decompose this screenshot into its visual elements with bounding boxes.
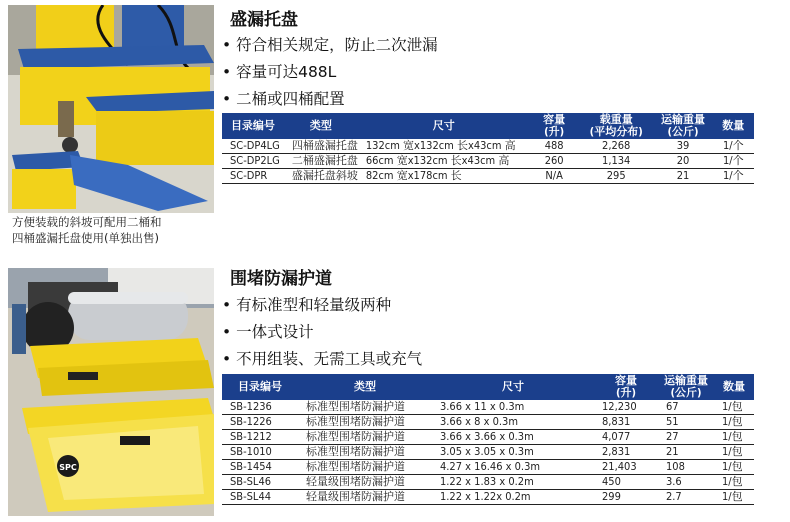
catalog-number: SB-1454 (222, 460, 298, 475)
capacity-cell: 260 (530, 154, 579, 169)
shipping-weight-cell: 108 (658, 460, 714, 475)
capacity-cell: 21,403 (594, 460, 658, 475)
spc-logo: SPC (59, 463, 77, 472)
quantity-cell: 1/包 (714, 445, 754, 460)
section-title-spill-berms: 围堵防漏护道 (230, 269, 332, 289)
type-cell: 标准型围堵防漏护道 (298, 400, 432, 415)
capacity-cell: 450 (594, 475, 658, 490)
section-title-spill-pallets: 盛漏托盘 (230, 10, 298, 30)
type-cell: 轻量级围堵防漏护道 (298, 490, 432, 505)
table-row (222, 460, 754, 475)
shipping-weight-cell: 21 (654, 169, 713, 184)
shipping-weight-cell: 2.7 (658, 490, 714, 505)
shipping-weight-cell: 3.6 (658, 475, 714, 490)
column-header: 类型 (284, 113, 358, 139)
feature-item: • 容量可达488L (222, 63, 337, 81)
size-cell: 82cm 宽x178cm 长 (358, 169, 530, 184)
column-header: 类型 (298, 374, 432, 400)
catalog-number: SC-DPR (222, 169, 284, 184)
capacity-cell: 4,077 (594, 430, 658, 445)
quantity-cell: 1/个 (713, 169, 754, 184)
column-header: 目录编号 (222, 113, 284, 139)
size-cell: 4.27 x 16.46 x 0.3m (432, 460, 594, 475)
bullet-icon: • (222, 63, 237, 81)
size-cell: 3.05 x 3.05 x 0.3m (432, 445, 594, 460)
feature-item: • 符合相关规定，防止二次泄漏 (222, 36, 438, 54)
table-row (222, 169, 754, 184)
size-cell: 1.22 x 1.83 x 0.2m (432, 475, 594, 490)
column-header: 载重量 (平均分布) (579, 113, 654, 139)
quantity-cell: 1/包 (714, 475, 754, 490)
column-header: 数量 (713, 113, 754, 139)
type-cell: 标准型围堵防漏护道 (298, 445, 432, 460)
column-header: 容量 (升) (530, 113, 579, 139)
table-row (222, 475, 754, 490)
catalog-number: SB-SL44 (222, 490, 298, 505)
quantity-cell: 1/个 (713, 139, 754, 154)
bullet-icon: • (222, 323, 237, 341)
type-cell: 标准型围堵防漏护道 (298, 430, 432, 445)
table-row (222, 415, 754, 430)
column-header: 运输重量 (公斤) (658, 374, 714, 400)
catalog-number: SB-1226 (222, 415, 298, 430)
caption-line: 方便装载的斜坡可配用二桶和 (12, 215, 162, 229)
feature-list (222, 32, 438, 113)
feature-item: • 有标准型和轻量级两种 (222, 296, 392, 314)
size-cell: 3.66 x 11 x 0.3m (432, 400, 594, 415)
quantity-cell: 1/包 (714, 415, 754, 430)
size-cell: 66cm 宽x132cm 长x43cm 高 (358, 154, 530, 169)
shipping-weight-cell: 39 (654, 139, 713, 154)
bullet-icon: • (222, 90, 237, 108)
capacity-cell: 488 (530, 139, 579, 154)
capacity-cell: 2,831 (594, 445, 658, 460)
shipping-weight-cell: 67 (658, 400, 714, 415)
catalog-number: SC-DP4LG (222, 139, 284, 154)
table-row (222, 139, 754, 154)
size-cell: 3.66 x 3.66 x 0.3m (432, 430, 594, 445)
column-header: 尺寸 (358, 113, 530, 139)
load-capacity-cell: 2,268 (579, 139, 654, 154)
column-header: 容量 (升) (594, 374, 658, 400)
load-capacity-cell: 295 (579, 169, 654, 184)
catalog-number: SB-1212 (222, 430, 298, 445)
table-row (222, 154, 754, 169)
quantity-cell: 1/包 (714, 460, 754, 475)
column-header: 尺寸 (432, 374, 594, 400)
type-cell: 标准型围堵防漏护道 (298, 460, 432, 475)
type-cell: 二桶盛漏托盘 (284, 154, 358, 169)
feature-item: • 二桶或四桶配置 (222, 90, 345, 108)
capacity-cell: 299 (594, 490, 658, 505)
quantity-cell: 1/包 (714, 490, 754, 505)
quantity-cell: 1/包 (714, 400, 754, 415)
load-capacity-cell: 1,134 (579, 154, 654, 169)
shipping-weight-cell: 51 (658, 415, 714, 430)
spill-pallet-spec-table (222, 113, 754, 184)
catalog-number: SB-1010 (222, 445, 298, 460)
spill-berm-photo (8, 268, 214, 516)
ramp-caption (12, 214, 212, 246)
bullet-icon: • (222, 350, 237, 368)
shipping-weight-cell: 27 (658, 430, 714, 445)
table-row (222, 490, 754, 505)
type-cell: 盛漏托盘斜坡 (284, 169, 358, 184)
column-header: 数量 (714, 374, 754, 400)
catalog-number: SB-1236 (222, 400, 298, 415)
size-cell: 3.66 x 8 x 0.3m (432, 415, 594, 430)
quantity-cell: 1/包 (714, 430, 754, 445)
catalog-number: SB-SL46 (222, 475, 298, 490)
shipping-weight-cell: 20 (654, 154, 713, 169)
column-header: 运输重量 (公斤) (654, 113, 713, 139)
table-row (222, 430, 754, 445)
table-row (222, 400, 754, 415)
type-cell: 轻量级围堵防漏护道 (298, 475, 432, 490)
column-header: 目录编号 (222, 374, 298, 400)
spill-pallet-photo (8, 5, 214, 213)
caption-line: 四桶盛漏托盘使用(单独出售) (12, 231, 159, 245)
feature-item: • 一体式设计 (222, 323, 314, 341)
table-row (222, 445, 754, 460)
size-cell: 1.22 x 1.22x 0.2m (432, 490, 594, 505)
spill-berm-spec-table (222, 374, 754, 505)
type-cell: 四桶盛漏托盘 (284, 139, 358, 154)
feature-list (222, 292, 422, 373)
bullet-icon: • (222, 296, 237, 314)
shipping-weight-cell: 21 (658, 445, 714, 460)
capacity-cell: 8,831 (594, 415, 658, 430)
capacity-cell: N/A (530, 169, 579, 184)
feature-item: • 不用组装、无需工具或充气 (222, 350, 423, 368)
type-cell: 标准型围堵防漏护道 (298, 415, 432, 430)
quantity-cell: 1/个 (713, 154, 754, 169)
size-cell: 132cm 宽x132cm 长x43cm 高 (358, 139, 530, 154)
bullet-icon: • (222, 36, 237, 54)
catalog-number: SC-DP2LG (222, 154, 284, 169)
capacity-cell: 12,230 (594, 400, 658, 415)
